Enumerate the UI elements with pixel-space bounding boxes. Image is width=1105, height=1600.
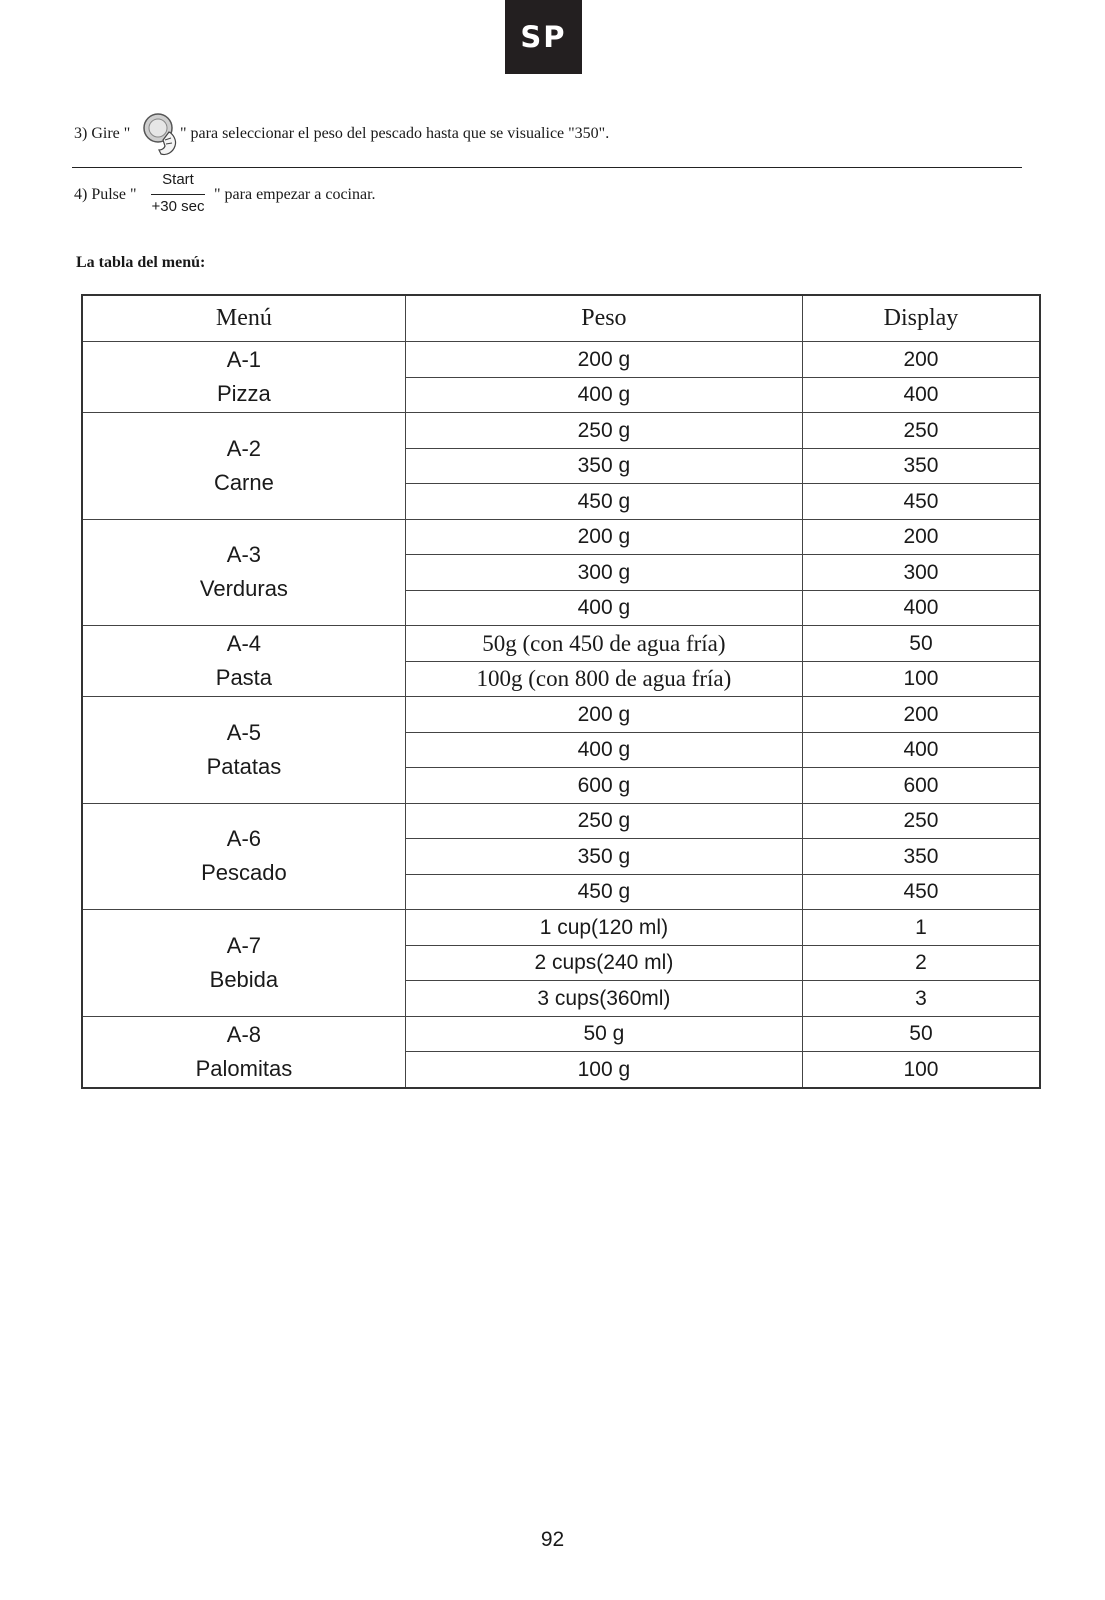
start-button-bottom-label: +30 sec <box>151 198 205 215</box>
menu-code: A-1 <box>226 347 262 372</box>
display-cell: 1 <box>802 910 1040 946</box>
peso-cell: 400 g <box>405 732 802 768</box>
menu-name: Pasta <box>215 665 273 690</box>
table-row <box>82 519 1040 555</box>
peso-cell: 250 g <box>405 413 802 449</box>
peso-cell: 200 g <box>405 519 802 555</box>
display-cell: 400 <box>802 590 1040 626</box>
menu-name: Pescado <box>201 860 287 886</box>
display-cell: 200 <box>802 519 1040 555</box>
header-display: Display <box>802 295 1040 342</box>
display-cell: 250 <box>802 803 1040 839</box>
table-row <box>82 626 1040 662</box>
peso-cell: 450 g <box>405 874 802 910</box>
display-cell: 350 <box>802 448 1040 484</box>
menu-code: A-3 <box>226 542 262 568</box>
peso-cell: 50 g <box>405 1016 802 1052</box>
step4-suffix: " para empezar a cocinar. <box>214 186 376 203</box>
menu-cell <box>82 803 405 910</box>
divider <box>72 167 1022 168</box>
table-row <box>82 910 1040 946</box>
table-row <box>82 1016 1040 1052</box>
menu-code: A-4 <box>226 631 262 656</box>
start-button-top-label: Start <box>162 171 194 188</box>
menu-name: Verduras <box>199 576 288 602</box>
peso-cell: 600 g <box>405 768 802 804</box>
peso-cell: 350 g <box>405 839 802 875</box>
display-cell: 250 <box>802 413 1040 449</box>
page-number: 92 <box>540 1528 565 1551</box>
display-cell: 400 <box>802 377 1040 413</box>
language-tab <box>505 0 582 74</box>
peso-cell: 450 g <box>405 484 802 520</box>
peso-cell: 2 cups(240 ml) <box>405 945 802 981</box>
menu-code: A-5 <box>226 719 262 745</box>
menu-cell <box>82 626 405 697</box>
peso-cell: 1 cup(120 ml) <box>405 910 802 946</box>
menu-code: A-6 <box>226 826 262 852</box>
display-cell: 100 <box>802 1052 1040 1088</box>
language-tab-label: SP <box>520 20 567 54</box>
step4-prefix: 4) Pulse " <box>74 186 137 203</box>
peso-cell: 3 cups(360ml) <box>405 981 802 1017</box>
display-cell: 50 <box>802 1016 1040 1052</box>
table-row <box>82 803 1040 839</box>
menu-name: Bebida <box>209 966 279 992</box>
peso-cell: 300 g <box>405 555 802 591</box>
display-cell: 450 <box>802 874 1040 910</box>
menu-name: Patatas <box>206 753 282 779</box>
display-cell: 600 <box>802 768 1040 804</box>
menu-cell <box>82 697 405 804</box>
display-cell: 200 <box>802 342 1040 378</box>
header-peso: Peso <box>405 295 802 342</box>
display-cell: 2 <box>802 945 1040 981</box>
peso-cell: 250 g <box>405 803 802 839</box>
menu-cell <box>82 519 405 626</box>
display-cell: 50 <box>802 626 1040 662</box>
peso-cell: 100g (con 800 de agua fría) <box>405 661 802 697</box>
peso-cell: 400 g <box>405 590 802 626</box>
menu-code: A-2 <box>226 435 262 461</box>
display-cell: 400 <box>802 732 1040 768</box>
menu-cell <box>82 342 405 413</box>
table-header-row <box>82 295 1040 342</box>
display-cell: 300 <box>802 555 1040 591</box>
start-button-divider <box>151 194 205 195</box>
display-cell: 3 <box>802 981 1040 1017</box>
menu-name: Palomitas <box>195 1055 293 1081</box>
header-menu: Menú <box>82 295 405 342</box>
display-cell: 200 <box>802 697 1040 733</box>
display-cell: 100 <box>802 661 1040 697</box>
peso-cell: 200 g <box>405 697 802 733</box>
display-cell: 350 <box>802 839 1040 875</box>
menu-cell <box>82 910 405 1017</box>
menu-cell <box>82 413 405 520</box>
table-row <box>82 697 1040 733</box>
knob-hand-icon <box>139 110 185 160</box>
peso-cell: 350 g <box>405 448 802 484</box>
peso-cell: 200 g <box>405 342 802 378</box>
menu-table <box>81 294 1041 1089</box>
peso-cell: 100 g <box>405 1052 802 1088</box>
table-row <box>82 342 1040 378</box>
menu-cell <box>82 1016 405 1088</box>
menu-name: Carne <box>213 469 274 495</box>
menu-name: Pizza <box>217 381 271 406</box>
menu-code: A-7 <box>226 932 262 958</box>
display-cell: 450 <box>802 484 1040 520</box>
step3-prefix: 3) Gire " <box>74 125 131 142</box>
section-heading: La tabla del menú: <box>76 254 206 271</box>
table-row <box>82 413 1040 449</box>
step3-suffix: " para seleccionar el peso del pescado hasta que se visualice "350". <box>180 125 610 142</box>
menu-code: A-8 <box>226 1021 262 1047</box>
peso-cell: 50g (con 450 de agua fría) <box>405 626 802 662</box>
start-button-graphic <box>145 170 211 220</box>
peso-cell: 400 g <box>405 377 802 413</box>
